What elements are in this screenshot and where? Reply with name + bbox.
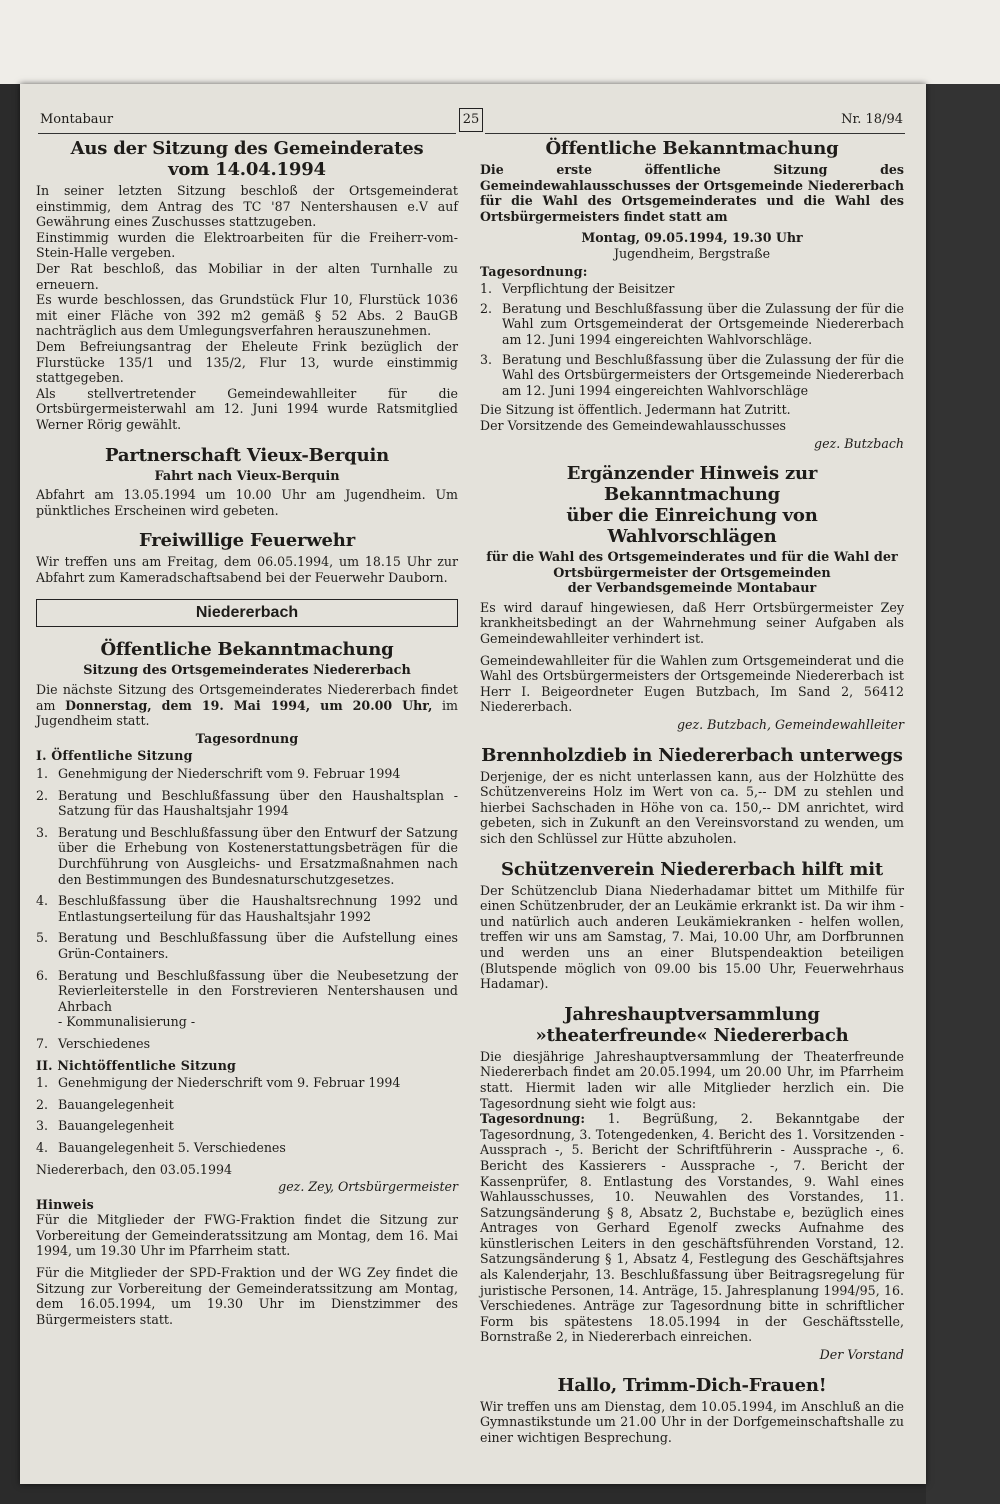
paragraph: Für die Mitglieder der SPD-Fraktion und der WG Zey findet die Sitzung zur Vorbereitung der Gemeinderatssitzung am Montag, dem 16.05.1994, um 19.30 Uhr im Dienstzimmer des Bürgermeisters statt. [36,1265,458,1327]
signature: gez. Butzbach [814,435,904,451]
paragraph: Die Sitzung ist öffentlich. Jedermann hat Zutritt. [480,402,791,418]
article-gemeinderat [36,138,458,433]
item-number: 7. [36,1035,49,1051]
article-title [480,463,904,547]
item-text: Beratung und Beschlußfassung über die Zulassung der für die Wahl zum Ortsgemeinderat der Ortsgemeinde Niedererbach am 12. Juni 1994 eingereichten Wahlvorschläge. [502,300,904,347]
item-text: Genehmigung der Niederschrift vom 9. Februar 1994 [58,766,401,782]
list-item [480,281,904,297]
paragraph: Einstimmig wurden die Elektroarbeiten für die Freiherr-vom-Stein-Halle vergeben. [36,229,458,261]
signature: gez. Butzbach, Gemeindewahlleiter [677,717,904,733]
list-item [480,301,904,348]
item-number: 2. [480,300,493,316]
item-number: 4. [36,893,49,909]
item-number: 5. [36,930,49,946]
issue-number: Nr. 18/94 [841,112,903,127]
article-trimm-dich [480,1375,904,1446]
page-number: 25 [459,108,483,132]
item-number: 1. [36,766,49,782]
agenda-part-heading: I. Öffentliche Sitzung [36,748,193,764]
paragraph: Der Vorsitzende des Gemeindewahlausschusses [480,417,787,433]
list-item [36,1075,458,1091]
paragraph: Wir treffen uns am Dienstag, dem 10.05.1994, im Anschluß an die Gymnastikstunde um 21.00 Uhr in der Dorfgemeinschaftshalle zu einer wichtigen Besprechung. [480,1398,904,1445]
signature: Der Vorstand [819,1347,904,1363]
item-text: Beratung und Beschlußfassung über die Neubesetzung der Revierleiterstelle in den Forstrevieren Nentershausen und Ahrbach [58,967,458,1014]
header-rule-right [485,133,905,134]
paragraph: Dem Befreiungsantrag der Eheleute Frink bezüglich der Flurstücke 135/1 und 135/2, Flur 13, wurde einstimmig stattgegeben. [36,338,458,386]
item-number: 3. [36,1118,49,1134]
subtitle-line: der Verbandsgemeinde Montabaur [567,581,817,597]
item-text: Beschlußfassung über die Haushaltsrechnung 1992 und Entlastungserteilung für das Haushaltsjahr 1992 [58,893,458,924]
article-title: Freiwillige Feuerwehr [139,530,355,552]
paragraph: Als stellvertretender Gemeindewahlleiter für die Ortsbürgermeisterwahl am 12. Juni 1994 wurde Ratsmitglied Werner Rörig gewählt. [36,385,458,432]
item-text: Verpflichtung der Beisitzer [502,281,675,297]
right-column [480,138,904,1445]
item-text: Verschiedenes [58,1035,151,1051]
article-title [36,138,458,180]
list-item [36,930,458,961]
article-subtitle [480,550,904,597]
article-feuerwehr [36,530,458,585]
article-partnerschaft [36,445,458,519]
paragraph: Es wird darauf hingewiesen, daß Herr Ortsbürgermeister Zey krankheitsbedingt an der Wahrnehmung seiner Aufgaben als Gemeindewahlleiter verhindert ist. [480,599,904,647]
article-bekanntmachung-sitzung [36,639,458,1327]
lead-paragraph: Die erste öffentliche Sitzung des Gemeindewahlausschusses der Ortsgemeinde Niedererbach für die Wahl des Ortsgemeinderates und die Wahl des Ortsbürgermeisters findet statt am [480,162,904,224]
section-heading-niedererbach: Niedererbach [36,599,458,627]
paragraph: Der Rat beschloß, das Mobiliar in der alten Turnhalle zu erneuern. [36,260,458,292]
list-item [36,825,458,887]
header-place: Montabaur [40,112,114,127]
item-number: 1. [480,281,493,297]
article-jahreshauptversammlung [480,1004,904,1363]
item-number: 3. [480,351,493,367]
meeting-time: Montag, 09.05.1994, 19.30 Uhr [581,230,803,246]
paragraph: In seiner letzten Sitzung beschloß der Ortsgemeinderat einstimmig, dem Antrag des TC '87 Nentershausen e.V auf Gewährung eines Zuschusses stattzugeben. [36,183,458,230]
article-title [480,1004,904,1046]
subtitle-line: Ortsbürgermeister der Ortsgemeinden [553,565,831,581]
title-line: »theaterfreunde« Niedererbach [535,1024,849,1046]
signature: gez. Zey, Ortsbürgermeister [278,1179,458,1195]
item-number: 1. [36,1075,49,1091]
article-brennholzdieb [480,745,904,847]
item-text: Bauangelegenheit [58,1118,174,1134]
agenda-heading: Tagesordnung [195,730,299,746]
paragraph [36,682,458,729]
list-item [36,1097,458,1113]
article-schuetzenverein [480,859,904,992]
intro-date: Donnerstag, dem 19. Mai 1994, um 20.00 Uhr, [65,697,433,713]
list-item [480,352,904,399]
article-title: Öffentliche Bekanntmachung [100,639,394,661]
item-text-extra: - Kommunalisierung - [58,1014,196,1030]
item-text: Beratung und Beschlußfassung über die Aufstellung eines Grün-Containers. [58,930,458,961]
list-item [36,766,458,782]
scan-background-right [926,84,1000,1504]
paragraph: Für die Mitglieder der FWG-Fraktion findet die Sitzung zur Vorbereitung der Gemeinderatssitzung am Montag, dem 16. Mai 1994, um 19.30 Uhr im Pfarrheim statt. [36,1212,458,1259]
item-number: 4. [36,1139,49,1155]
paragraph: Es wurde beschlossen, das Grundstück Flur 10, Flurstück 1036 mit einer Fläche von 392 m2 gemäß § 52 Abs. 2 BauGB nachträglich aus dem Umlegungsverfahren herauszunehmen. [36,292,458,339]
item-text: Genehmigung der Niederschrift vom 9. Februar 1994 [58,1075,401,1091]
paragraph: Wir treffen uns am Freitag, dem 06.05.1994, um 18.15 Uhr zur Abfahrt zum Kameradschaftsabend bei der Feuerwehr Dauborn. [36,554,458,585]
item-number: 6. [36,967,49,983]
paragraph: Der Schützenclub Diana Niederhadamar bittet um Mithilfe für einen Schützenbruder, der an Leukämie erkrankt ist. Da wir ihm - und natürlich auch anderen Leukämiekranken - helfen wollen, treffen wir uns am Samstag, 7. Mai, 10.00 Uhr, am Dorfbrunnen und werden uns an einer Blutspendeaktion beteiligen (Blutspende möglich von 09.00 bis 15.00 Uhr, Feuerwehrhaus Hadamar). [480,882,904,992]
intro-text: Die nächste Sitzung des Ortsgemeinderates Niedererbach findet am [36,682,458,713]
list-item [36,1140,458,1156]
title-line: Aus der Sitzung des Gemeinderates [70,138,424,159]
agenda-list-private [36,1075,458,1155]
title-line: über die Einreichung von Wahlvorschlägen [566,505,818,548]
scan-background-top [0,0,1000,84]
subtitle-line: für die Wahl des Ortsgemeinderates und für die Wahl der [486,550,898,566]
item-text: Beratung und Beschlußfassung über die Zulassung der für die Wahl des Ortsbürgermeisters der Ortsgemeinde Niedererbach am 12. Juni 1994 eingereichten Wahlvorschläge [502,351,904,398]
item-text: Bauangelegenheit [58,1096,174,1112]
article-title: Öffentliche Bekanntmachung [545,138,839,159]
paragraph: Abfahrt am 13.05.1994 um 10.00 Uhr am Jugendheim. Um pünktliches Erscheinen wird gebeten. [36,487,458,518]
title-line: Jahreshauptversammlung [564,1003,820,1025]
article-title: Partnerschaft Vieux-Berquin [105,444,389,466]
agenda-text: 1. Begrüßung, 2. Bekanntgabe der Tagesordnung, 3. Totengedenken, 4. Bericht des 1. Vorsitzenden - Aussprach -, 5. Bericht der Schriftführerin - Aussprache -, 6. Bericht des Kassierers - Aussprache -, 7. Bericht der Kassenprüfer, 8. Entlastung des Vorstandes, 9. Wahl eines Wahlausschusses, 10. Neuwahlen des Vorstandes, 11. Satzungsänderung § 8, Absatz 2, Buchstabe e, bezüglich eines Antrages von Gerhard Egenolf zwecks Aufnahme des künstlerischen Leiters in den geschäftsführenden Vorstand, 12. Satzungsänderung § 1, Absatz 4, Festlegung des Geschäftsjahres als Kalenderjahr, 13. Beschlußfassung über Beitragsregelung für juristische Personen, 14. Anträge, 15. Jahresplanung 1994/95, 16. Verschiedenes. Anträge zur Tagesordnung bitte in schriftlicher Form bis spätestens 18.05.1994 in der Geschäftsstelle, Bornstraße 2, in Niedererbach einreichen. [480,1111,904,1345]
header-rule-left [38,133,456,134]
list-item [36,893,458,924]
list-item [36,788,458,819]
article-ergaenzender-hinweis [480,463,904,733]
agenda-part-heading: II. Nichtöffentliche Sitzung [36,1057,237,1073]
paragraph: Die diesjährige Jahreshauptversammlung der Theaterfreunde Niedererbach findet am 20.05.1994, um 20.00 Uhr, im Pfarrheim statt. Hiermit laden wir alle Mitglieder herzlich ein. Die Tagesordnung sieht wie folgt aus: [480,1048,904,1111]
article-title: Schützenverein Niedererbach hilft mit [501,858,883,880]
item-text: Beratung und Beschlußfassung über den Haushaltsplan - Satzung für das Haushaltsjahr 1994 [58,787,458,819]
meeting-place: Jugendheim, Bergstraße [613,245,771,261]
item-number: 2. [36,1096,49,1112]
paragraph [480,1111,904,1345]
paragraph: Derjenige, der es nicht unterlassen kann, aus der Holzhütte des Schützenvereins Holz im Wert von ca. 5,-- DM zu stehlen und hierbei Sachschaden in Höhe von ca. 150,-- DM anrichtet, wird gebeten, sich in Zukunft an den Vereinsvorstand zu wenden, um sich den Schlüssel zur Hütte abzuholen. [480,768,904,846]
agenda-heading: Tagesordnung: [480,1111,585,1127]
list-item [36,968,458,1030]
item-text: Beratung und Beschlußfassung über den Entwurf der Satzung über die Erhebung von Kostenerstattungsbeträgen für die Durchführung von Ausgleichs- und Ersatzmaßnahmen nach den Bestimmungen des Bundesnaturschutzgesetzes. [58,824,458,887]
item-number: 3. [36,824,49,840]
item-text: Bauangelegenheit 5. Verschiedenes [58,1139,286,1155]
article-title: Hallo, Trimm-Dich-Frauen! [557,1374,827,1396]
agenda-list-public [36,766,458,1052]
page-header [38,108,905,134]
note-heading: Hinweis [36,1196,94,1212]
article-subtitle: Sitzung des Ortsgemeinderates Niedererbach [83,663,411,679]
article-subtitle: Fahrt nach Vieux-Berquin [154,468,340,484]
article-wahlausschuss [480,138,904,451]
agenda-list [480,281,904,398]
title-line: Ergänzender Hinweis zur Bekanntmachung [566,463,818,506]
title-line: vom 14.04.1994 [168,159,326,180]
intro-text: im Jugendheim statt. [36,697,458,729]
date-line: Niedererbach, den 03.05.1994 [36,1161,232,1177]
list-item [36,1118,458,1134]
paragraph: Gemeindewahlleiter für die Wahlen zum Ortsgemeinderat und die Wahl des Ortsbürgermeisters der Ortsgemeinde Niedererbach ist Herr I. Beigeordneter Eugen Butzbach, Im Sand 2, 56412 Niedererbach. [480,652,904,715]
item-number: 2. [36,787,49,803]
list-item [36,1036,458,1052]
article-title: Brennholzdieb in Niedererbach unterwegs [481,744,903,766]
agenda-heading: Tagesordnung: [480,263,588,279]
left-column [36,138,458,1327]
